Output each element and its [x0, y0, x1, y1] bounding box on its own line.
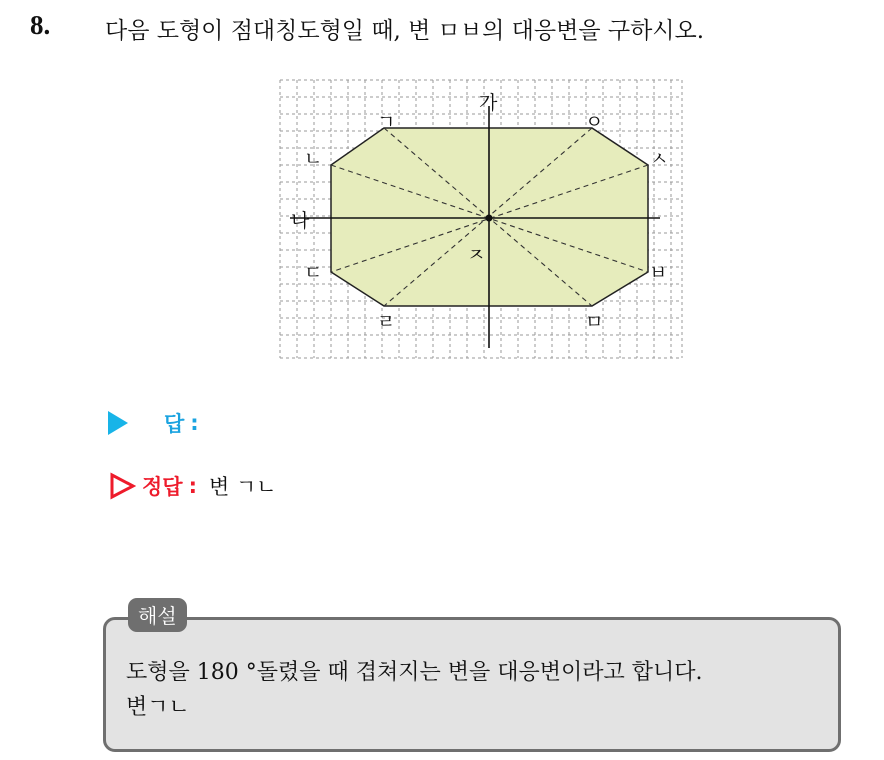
explanation-line-2: 변ㄱㄴ — [126, 695, 190, 720]
correct-value: 변 ㄱㄴ — [208, 475, 277, 499]
question-number: 8. — [30, 10, 51, 40]
explanation-tag: 해설 — [128, 598, 187, 632]
label-d: ㄷ — [304, 262, 323, 284]
label-n: ㄴ — [304, 148, 323, 170]
question-text: 다음 도형이 점대칭도형일 때, 변 ㅁㅂ의 대응변을 구하시오. — [105, 18, 705, 44]
outline-arrow-icon — [108, 472, 136, 500]
answer-label: 답 — [164, 412, 185, 436]
label-o: ㅇ — [585, 111, 604, 133]
label-s: ㅅ — [650, 148, 669, 170]
point-symmetry-figure — [274, 76, 686, 362]
correct-label: 정답 — [142, 475, 183, 499]
label-center: ㅈ — [467, 244, 486, 266]
correct-answer-row — [108, 471, 277, 501]
label-g: ㄱ — [377, 111, 396, 133]
label-r: ㄹ — [377, 311, 396, 333]
center-point — [486, 215, 493, 222]
label-m: ㅁ — [585, 311, 604, 333]
label-na: 나 — [291, 210, 310, 232]
answer-colon: : — [190, 411, 199, 435]
play-arrow-icon — [108, 411, 128, 435]
explanation-line-1: 도형을 180 °돌렸을 때 겹쳐지는 변을 대응변이라고 합니다. — [126, 660, 703, 685]
answer-row — [108, 408, 199, 438]
correct-colon: : — [188, 474, 197, 498]
label-b: ㅂ — [649, 262, 668, 284]
label-ga: 가 — [479, 92, 498, 114]
